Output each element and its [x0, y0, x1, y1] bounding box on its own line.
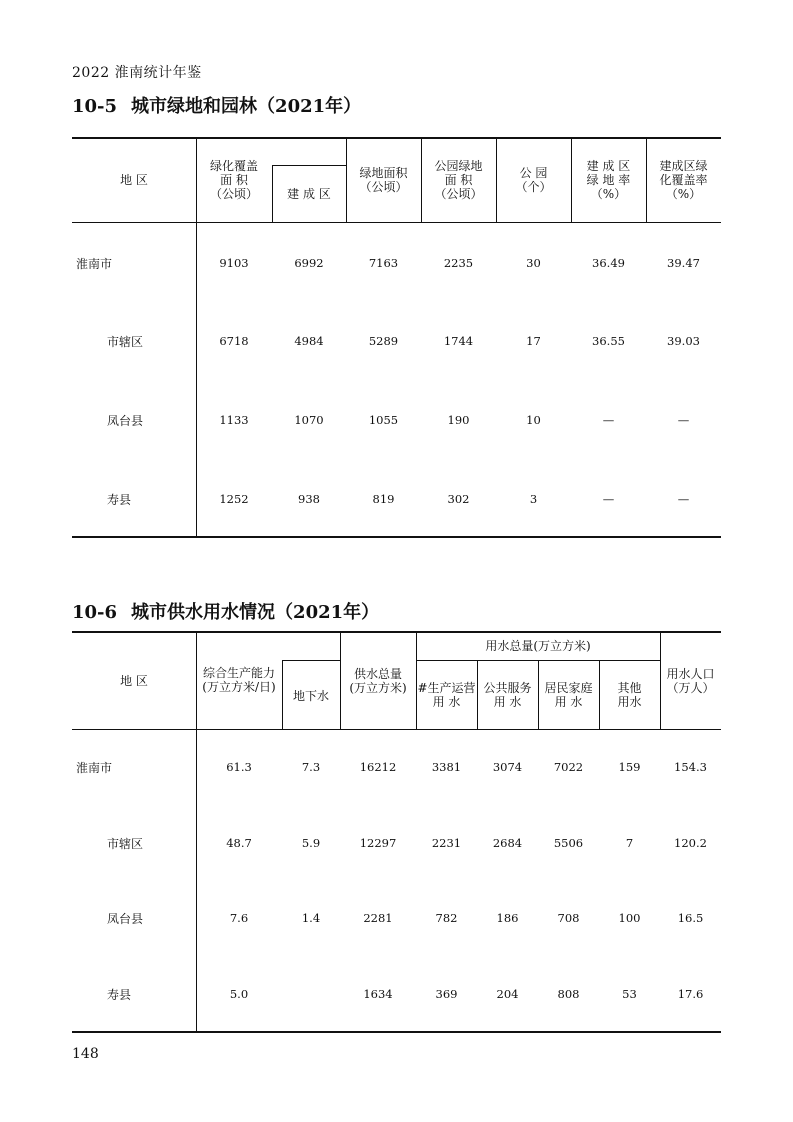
t2-cell: 5.9	[301, 836, 321, 850]
t1-cell: 1055	[368, 413, 399, 427]
t1-cell: 1744	[443, 334, 474, 348]
t2-cell: 2231	[431, 836, 462, 850]
t2-cell: 204	[496, 987, 519, 1001]
t2-cell: 120.2	[674, 836, 707, 850]
t2-header-production: #生产运营 用 水	[417, 681, 476, 709]
t1-cell: —	[602, 413, 615, 427]
t2-header-groundwater: 地下水	[292, 688, 329, 703]
t1-cell: 302	[447, 492, 470, 506]
t1-cell: 17	[526, 334, 541, 348]
t2-header-public: 公共服务 用 水	[483, 681, 532, 709]
t2-cell: 61.3	[226, 760, 252, 774]
table1-bottom-rule	[72, 536, 721, 538]
t1-header-park-area: 公园绿地 面 积 （公顷）	[434, 159, 483, 201]
t1-cell: 1252	[219, 492, 249, 506]
table1-number: 10-5	[72, 96, 118, 117]
t2-cell: 2684	[492, 836, 523, 850]
table2-subheader-rule	[282, 660, 340, 661]
t1-cell: 3	[529, 492, 538, 506]
t2-header-capacity: 综合生产能力 (万立方米/日)	[202, 666, 276, 694]
t2-cell: 159	[618, 760, 641, 774]
t2-row-region: 淮南市	[76, 761, 113, 775]
t1-row-region: 寿县	[107, 493, 132, 507]
t2-header-other: 其他 用水	[617, 681, 642, 709]
t2-cell: 154.3	[674, 760, 707, 774]
running-head: 2022 淮南统计年鉴	[72, 65, 202, 81]
t2-cell: 7.3	[301, 760, 321, 774]
t2-cell: 12297	[359, 836, 397, 850]
t2-cell: 3074	[492, 760, 523, 774]
t1-cell: 39.47	[667, 256, 700, 270]
t1-cell: —	[677, 492, 690, 506]
table1-title: 城市绿地和园林（2021年）	[131, 96, 362, 117]
t2-cell: 186	[496, 911, 519, 925]
t1-header-green-cover: 绿化覆盖 面 积 （公顷）	[209, 159, 258, 201]
t1-cell: 4984	[294, 334, 324, 348]
t2-cell: 7.6	[229, 911, 249, 925]
t1-cell: 1133	[219, 413, 249, 427]
t1-header-green-rate: 建 成 区 绿 地 率 （%）	[586, 159, 631, 201]
t1-cell: 190	[447, 413, 470, 427]
t2-cell: 48.7	[226, 836, 252, 850]
t2-header-supply-total: 供水总量 (万立方米)	[349, 666, 407, 695]
t2-cell: 782	[435, 911, 458, 925]
table2-bottom-rule	[72, 1031, 721, 1033]
t1-cell: 36.55	[592, 334, 625, 348]
t1-cell: 938	[298, 492, 320, 506]
table1-title-block	[72, 92, 361, 118]
t1-row-region: 市辖区	[107, 335, 144, 349]
t2-cell: 2281	[363, 911, 393, 925]
t2-header-usage-total: 用水总量(万立方米)	[485, 639, 591, 653]
t2-cell: 17.6	[677, 987, 704, 1001]
t1-header-built-area: 建 成 区	[287, 187, 331, 201]
t1-cell: —	[677, 413, 690, 427]
table1-header-rule	[72, 222, 721, 223]
t2-header-region: 地 区	[120, 673, 148, 688]
t1-cell: 1070	[294, 413, 324, 427]
table2-header-rule	[72, 729, 721, 730]
table2-number: 10-6	[72, 602, 118, 623]
t1-header-cover-rate: 建成区绿 化覆盖率 （%）	[659, 159, 708, 201]
t1-header-green-area: 绿地面积 （公顷）	[359, 166, 408, 194]
t1-cell: 819	[372, 492, 395, 506]
table2-title: 城市供水用水情况（2021年）	[131, 602, 380, 623]
t2-cell: 7022	[553, 760, 584, 774]
t2-cell: 1.4	[301, 911, 321, 925]
t2-header-household: 居民家庭 用 水	[544, 681, 593, 709]
t1-cell: 10	[526, 413, 541, 427]
t2-cell: 7	[625, 836, 634, 850]
t2-cell: 53	[622, 987, 637, 1001]
t2-cell: 16212	[359, 760, 397, 774]
t2-cell: 3381	[431, 760, 462, 774]
t1-cell: 30	[526, 256, 541, 270]
t1-cell: 5289	[368, 334, 399, 348]
t2-cell: 808	[557, 987, 580, 1001]
t2-cell: 16.5	[677, 911, 704, 925]
t1-header-parks: 公 园 （个）	[515, 166, 552, 194]
table2-title-block	[72, 598, 379, 624]
t1-row-region: 凤台县	[107, 414, 144, 428]
t1-cell: 2235	[443, 256, 474, 270]
t1-cell: 6718	[219, 334, 249, 348]
t1-header-region: 地 区	[120, 173, 148, 187]
t1-row-region: 淮南市	[76, 257, 113, 271]
t2-row-region: 凤台县	[107, 912, 144, 926]
t2-row-region: 寿县	[107, 988, 132, 1002]
page-number: 148	[72, 1046, 99, 1062]
t2-cell: 100	[618, 911, 641, 925]
t2-cell: 369	[435, 987, 458, 1001]
t2-cell: 708	[557, 911, 580, 925]
t1-cell: 6992	[294, 256, 324, 270]
t1-cell: —	[602, 492, 615, 506]
t2-cell: 5506	[553, 836, 584, 850]
t2-header-population: 用水人口 （万人）	[666, 666, 715, 695]
t2-cell: 5.0	[229, 987, 249, 1001]
t1-cell: 9103	[219, 256, 249, 270]
t2-row-region: 市辖区	[107, 837, 144, 851]
t1-cell: 7163	[368, 256, 399, 270]
t2-cell: 1634	[363, 987, 393, 1001]
t1-cell: 36.49	[592, 256, 625, 270]
t1-cell: 39.03	[667, 334, 700, 348]
